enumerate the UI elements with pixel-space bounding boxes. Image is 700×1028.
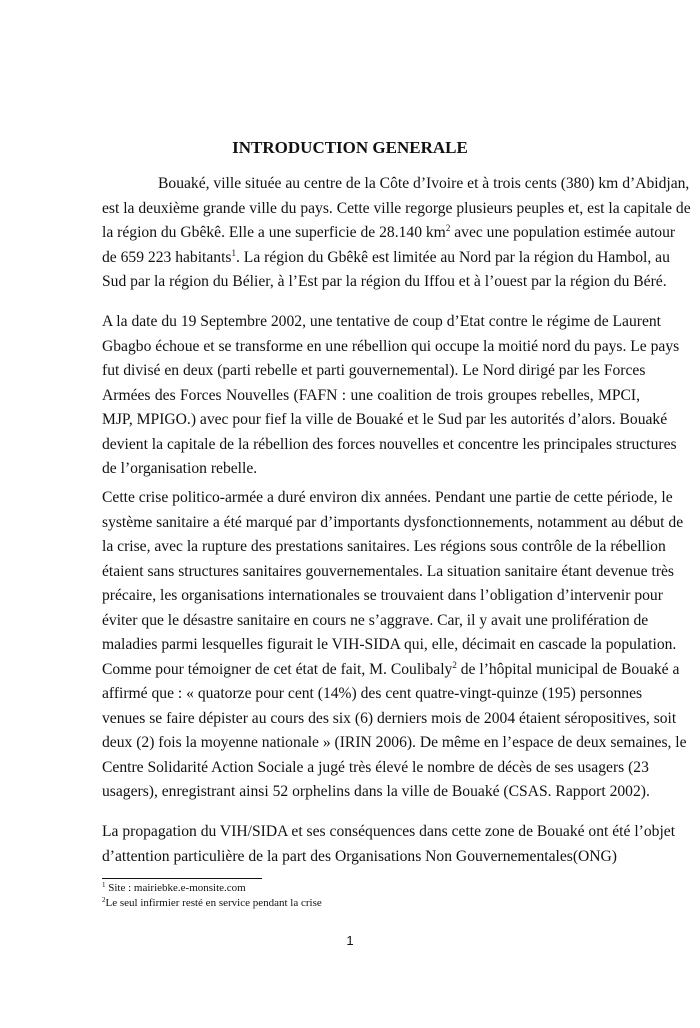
text-segment: la région du Gbêkê. Elle a une superficie de 28.140 km	[102, 224, 446, 241]
footnote-reference: 2	[445, 223, 451, 233]
text-segment: est la deuxième grande ville du pays. Cette ville regorge plusieurs peuples et, est la capitale de	[102, 199, 691, 217]
text-line	[102, 270, 667, 295]
footnote-text: Site : mairiebke.e-monsite.com	[105, 882, 246, 894]
text-line	[102, 486, 673, 511]
text-segment: deux (2) fois la moyenne nationale » (IRIN 2006). De même en l’espace de deux semaines, le	[102, 734, 687, 751]
text-line	[102, 560, 674, 585]
text-line	[102, 457, 640, 482]
footnote-text: Le seul infirmier resté en service pendant la crise	[105, 897, 322, 909]
text-segment: devient la capitale de la rébellion des forces nouvelles et concentre les principales structures	[102, 435, 677, 453]
text-line	[102, 707, 677, 732]
text-segment: Bouaké, ville située au centre de la Côte d’Ivoire et à trois cents (380) km d’Abidjan,	[158, 175, 690, 192]
text-segment: système sanitaire a été marqué par d’importants dysfonctionnements, notamment au début de	[102, 513, 684, 531]
text-segment: d’attention particulière de la part des Organisations Non Gouvernementales(ONG)	[102, 847, 618, 865]
text-line	[102, 384, 640, 409]
text-segment: de l’hôpital municipal de Bouaké a	[456, 660, 680, 678]
text-segment: précaire, les organisations internationales se trouvaient dans l’obligation d’intervenir pour	[102, 587, 663, 604]
text-line	[102, 609, 649, 634]
footnote-reference: 1	[231, 247, 236, 258]
text-segment: étaient sans structures sanitaires gouvernementales. La situation sanitaire étant devenue très	[102, 562, 674, 580]
text-segment: La propagation du VIH/SIDA et ses conséquences dans cette zone de Bouaké ont été l’objet	[102, 823, 676, 840]
paragraph-4	[102, 820, 676, 869]
text-line	[102, 820, 676, 845]
text-segment: affirmé que : « quatorze pour cent (14%) des cent quatre-vingt-quinze (195) personnes	[102, 685, 643, 702]
text-segment: la crise, avec la rupture des prestations sanitaires. Les régions sous contrôle de la rébellion	[102, 538, 666, 555]
footnote-separator	[102, 878, 262, 879]
paragraph-1	[102, 172, 691, 295]
text-line	[102, 511, 684, 536]
page-title: INTRODUCTION GENERALE	[232, 138, 468, 157]
text-line	[102, 246, 670, 271]
text-segment: usagers), enregistrant ainsi 52 orphelins dans la ville de Bouaké (CSAS. Rapport 2002).	[102, 783, 650, 800]
footnote-1	[102, 881, 246, 895]
text-segment: éviter que le désastre sanitaire en cours ne s’aggrave. Car, il y avait une prolifération de	[102, 611, 649, 629]
text-line	[102, 172, 690, 197]
text-line	[102, 780, 650, 805]
paragraph-2	[102, 310, 680, 482]
text-line	[102, 408, 668, 433]
text-line	[102, 845, 640, 870]
text-line	[102, 584, 663, 609]
text-line	[102, 335, 680, 360]
text-line	[102, 731, 687, 756]
text-segment: venues se faire dépister au cours des six (6) derniers mois de 2004 étaient séropositives, soit	[102, 709, 677, 727]
text-segment: Comme pour témoigner de cet état de fait, M. Coulibaly	[102, 660, 453, 678]
paragraph-3	[102, 486, 687, 805]
footnote-mark: 2	[102, 896, 106, 904]
text-segment: Armées des Forces Nouvelles (FAFN : une coalition de trois groupes rebelles, MPCI,	[102, 386, 640, 404]
text-segment: de l’organisation rebelle.	[102, 460, 258, 477]
text-segment: Cette crise politico-armée a duré environ dix années. Pendant une partie de cette période, le	[102, 489, 673, 506]
text-segment: maladies parmi lesquelles figurait le VIH-SIDA qui, elle, décimait en cascade la population.	[102, 636, 677, 653]
text-segment: Gbagbo échoue et se transforme en une rébellion qui occupe la moitié nord du pays. Le pays	[102, 337, 680, 355]
text-line	[102, 633, 677, 658]
text-segment: A la date du 19 Septembre 2002, une tentative de coup d’Etat contre le régime de Laurent	[102, 313, 662, 330]
text-segment: fut divisé en deux (parti rebelle et parti gouvernemental). Le Nord dirigé par les Forces	[102, 362, 646, 379]
text-line	[102, 197, 691, 222]
text-line	[102, 433, 677, 458]
text-line	[102, 658, 680, 683]
text-line	[102, 756, 649, 781]
text-segment: de 659 223 habitants	[102, 248, 232, 266]
text-segment: . La région du Gbêkê est limitée au Nord par la région du Hambol, au	[236, 248, 670, 266]
footnote-mark: 1	[102, 881, 106, 889]
text-line	[102, 221, 676, 246]
text-line	[102, 310, 662, 335]
text-line	[102, 359, 646, 384]
text-segment: Centre Solidarité Action Sociale a jugé très élevé le nombre de décès de ses usagers (23	[102, 758, 649, 776]
page-number: 1	[346, 933, 354, 948]
text-segment: MJP, MPIGO.) avec pour fief la ville de Bouaké et le Sud par les autorités d’alors. Bouaké	[102, 411, 668, 428]
footnote-reference: 2	[452, 659, 457, 670]
footnote-2	[102, 896, 322, 910]
text-line	[102, 535, 666, 560]
text-segment: avec une population estimée autour	[450, 224, 676, 241]
text-line	[102, 682, 643, 707]
text-segment: Sud par la région du Bélier, à l’Est par la région du Iffou et à l’ouest par la région du Béré.	[102, 273, 667, 290]
